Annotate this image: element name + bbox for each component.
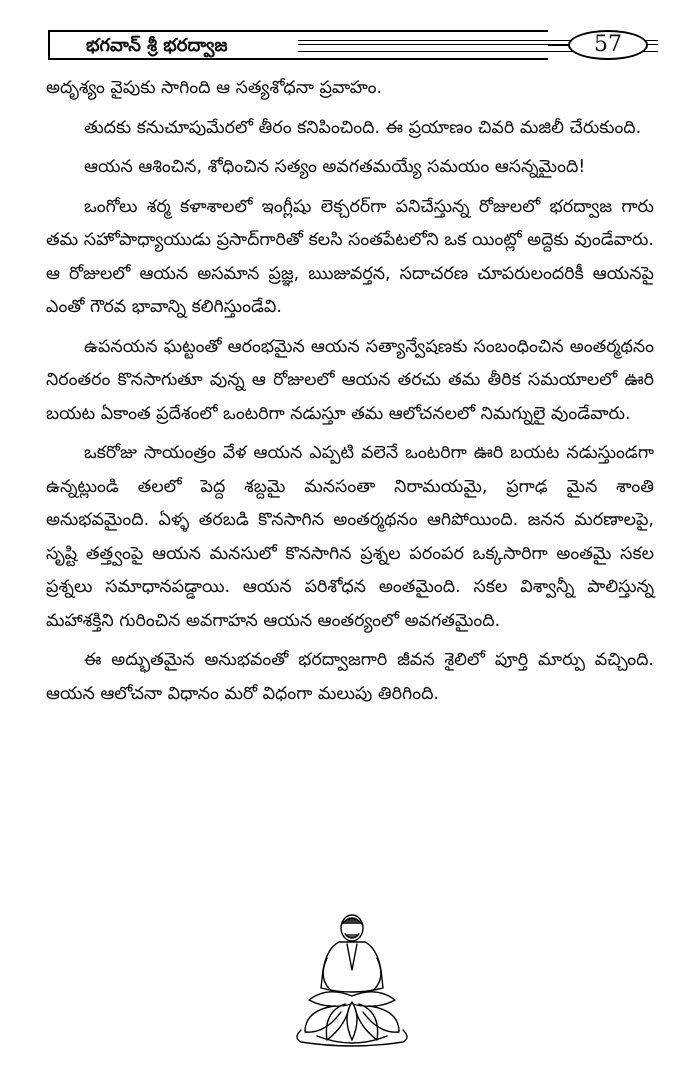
- paragraph: ఒకరోజు సాయంత్రం వేళ ఆయన ఎప్పటి వలెనే ఒంటరిగా ఊరి బయట నడుస్తుండగా ఉన్నట్లుండి తలలో పెద్ద శబ్దమై మనసంతా నిరామయమై, ప్రగాఢ మైన శాంతి అనుభవమైంది. ఏళ్ళ తరబడి కొనసాగిన అంతర్మథనం ఆగిపోయింది. జనన మరణాలపై, సృష్టి తత్త్వంపై ఆయన మనసులో కొనసాగిన ప్రశ్నల పరంపర ఒక్కసారిగా అంతమై సకల ప్రశ్నలు సమాధానపడ్డాయి. ఆయన పరిశోధన అంతమైంది. సకల విశ్వాన్నీ పాలిస్తున్న మహాశక్తిని గురించిన అవగాహన ఆయన ఆంతర్యంలో అవగతమైంది.: [46, 443, 654, 631]
- paragraph: ఒంగోలు శర్మ కళాశాలలో ఇంగ్లీషు లెక్చరర్‌గా పనిచేస్తున్న రోజులలో భరద్వాజ గారు తమ సహోపాధ్యాయుడు ప్రసాద్‌గారితో కలసి సంతపేటలోని ఒక యింట్లో అద్దెకు వుండేవారు. ఆ రోజులలో ఆయన అసమాన ప్రజ్ఞ, ఋజువర్తన, సదాచరణ చూపరులందరికీ ఆయనపై ఎంతో గౌరవ భావాన్ని కలిగిస్తుండేవి.: [46, 196, 654, 317]
- book-title: భగవాన్ శ్రీ భరద్వాజ: [86, 35, 228, 56]
- paragraph: ఉపనయన ఘట్టంతో ఆరంభమైన ఆయన సత్యాన్వేషణకు సంబంధించిన అంతర్మథనం నిరంతరం కొనసాగుతూ వున్న ఆ రోజులలో ఆయన తరచు తమ తీరిక సమయాలలో ఊరి బయట ఏకాంత ప్రదేశంలో ఒంటరిగా నడుస్తూ తమ ఆలోచనలలో నిమగ్నులై వుండేవారు.: [46, 336, 654, 424]
- paragraph: ఆయన ఆశించిన, శోధించిన సత్యం అవగతమయ్యే సమయం ఆసన్నమైంది!: [84, 157, 586, 177]
- page-number: 57: [568, 30, 648, 60]
- running-header: [48, 30, 658, 64]
- paragraph: తుదకు కనుచూపుమేరలో తీరం కనిపించింది. ఈ ప్రయాణం చివరి మజిలీ చేరుకుంది.: [84, 117, 642, 138]
- seated-figure-on-lotus-icon: [287, 900, 417, 1050]
- body-text: [46, 72, 654, 717]
- paragraph: ఈ అద్భుతమైన అనుభవంతో భరద్వాజగారి జీవన శైలిలో పూర్తి మార్పు వచ్చింది. ఆయన ఆలోచనా విధానం మరో విధంగా మలుపు తిరిగింది.: [46, 650, 654, 704]
- paragraph: అదృశ్యం వైపుకు సాగింది ఆ సత్యశోధనా ప్రవాహం.: [46, 78, 383, 98]
- header-rule-connector: [548, 44, 568, 46]
